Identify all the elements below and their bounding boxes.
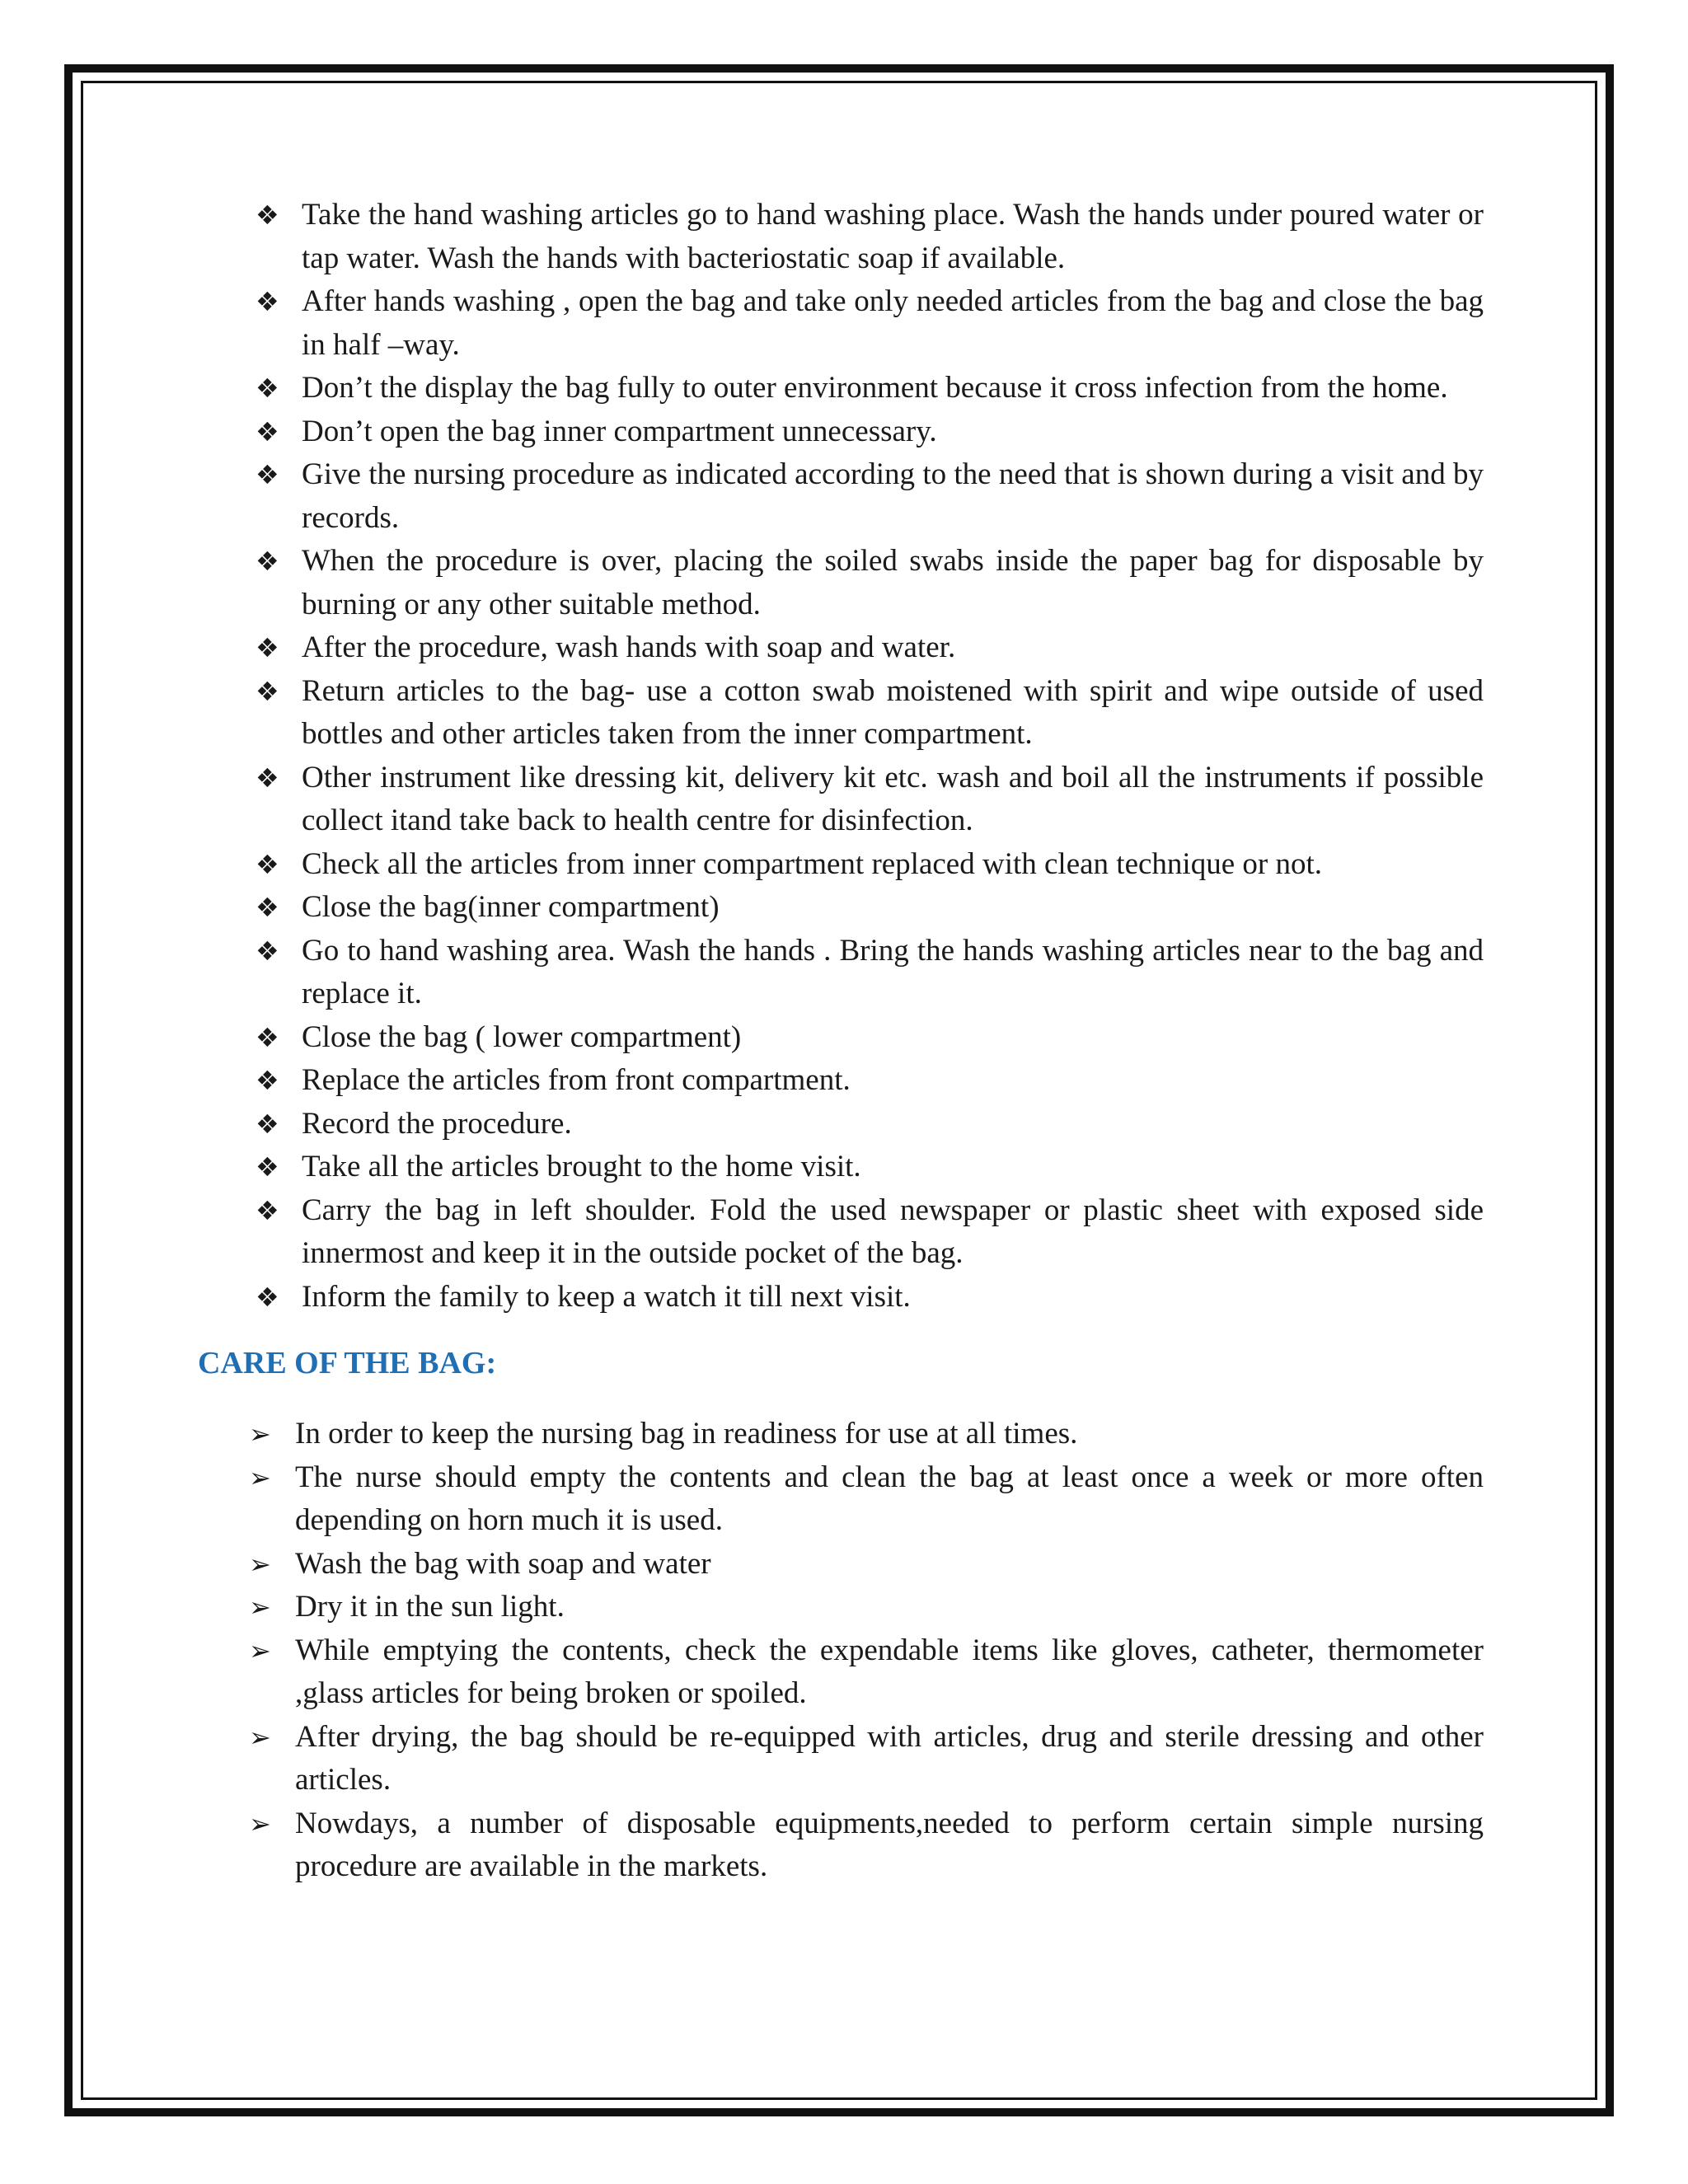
list-item-text: The nurse should empty the contents and clean the bag at least once a week or more often depending on horn much it is used. [295,1460,1484,1537]
list-item [249,1543,1484,1586]
list-item-text: After hands washing , open the bag and take only needed articles from the bag and close the bag in half –way. [302,284,1484,362]
arrowhead-bullet-icon: ➢ [249,1418,271,1450]
list-item-text: Check all the articles from inner compartment replaced with clean technique or not. [302,846,1322,881]
list-item [256,757,1484,843]
list-item-text: Close the bag ( lower compartment) [302,1019,742,1054]
list-item [256,1146,1484,1189]
list-item [256,280,1484,367]
arrowhead-bullet-icon: ➢ [249,1591,271,1623]
four-diamond-bullet-icon: ❖ [256,675,279,707]
list-item-text: Take all the articles brought to the home visit. [302,1150,861,1183]
arrowhead-bullet-icon: ➢ [249,1461,271,1493]
list-item-text: Close the bag(inner compartment) [302,890,720,924]
four-diamond-bullet-icon: ❖ [256,1108,279,1140]
list-item-text: Take the hand washing articles go to hand washing place. Wash the hands under poured water or tap water. Wash the hands with bacteriostatic soap if available. [302,198,1484,275]
list-item [256,1059,1484,1103]
care-of-bag-list [249,1413,1484,1889]
arrowhead-bullet-icon: ➢ [249,1721,271,1753]
four-diamond-bullet-icon: ❖ [256,199,279,231]
list-item [256,410,1484,454]
arrowhead-bullet-icon: ➢ [249,1807,271,1840]
list-item-text: Carry the bag in left shoulder. Fold the used newspaper or plastic sheet with exposed side innermost and keep it in the outside pocket of the bag. [302,1193,1484,1270]
four-diamond-bullet-icon: ❖ [256,632,279,663]
four-diamond-bullet-icon: ❖ [256,546,279,577]
list-item-text: Return articles to the bag- use a cotton swab moistened with spirit and wipe outside of used bottles and other articles taken from the inner compartment. [302,673,1484,751]
arrowhead-bullet-icon: ➢ [249,1634,271,1666]
list-item-text: Nowdays, a number of disposable equipments,needed to perform certain simple nursing procedure are available in the markets. [295,1806,1484,1883]
list-item [256,194,1484,280]
list-item [256,1276,1484,1319]
four-diamond-bullet-icon: ❖ [256,286,279,317]
list-item-text: Go to hand washing area. Wash the hands . Bring the hands washing articles near to the bag and replace it. [302,933,1484,1010]
list-item [256,843,1484,887]
arrowhead-bullet-icon: ➢ [249,1548,271,1580]
list-item [256,670,1484,757]
list-item [249,1413,1484,1456]
four-diamond-bullet-icon: ❖ [256,848,279,880]
four-diamond-bullet-icon: ❖ [256,415,279,448]
list-item-text: Wash the bag with soap and water [295,1546,711,1581]
list-item [256,1189,1484,1276]
list-item-text: Give the nursing procedure as indicated according to the need that is shown during a visit and by records. [302,457,1484,535]
list-item [256,930,1484,1016]
list-item [256,453,1484,540]
list-item-text: Other instrument like dressing kit, delivery kit etc. wash and boil all the instruments if possible collect itand take back to health centre for disinfection. [302,760,1484,837]
four-diamond-bullet-icon: ❖ [256,459,279,490]
four-diamond-bullet-icon: ❖ [256,1151,279,1183]
section-heading-care-of-bag: CARE OF THE BAG: [198,1346,497,1380]
list-item [256,626,1484,670]
document-content [198,194,1484,1889]
list-item [249,1716,1484,1802]
procedure-steps-list [256,194,1484,1319]
four-diamond-bullet-icon: ❖ [256,1194,279,1226]
four-diamond-bullet-icon: ❖ [256,1281,279,1313]
list-item-text: Inform the family to keep a watch it till next visit. [302,1279,911,1314]
list-item [256,367,1484,410]
list-item-text: Replace the articles from front compartment. [302,1063,851,1097]
list-item-text: Record the procedure. [302,1106,572,1141]
list-item-text: After drying, the bag should be re-equipped with articles, drug and sterile dressing and other articles. [295,1719,1484,1797]
list-item [249,1456,1484,1543]
list-item-text: Don’t open the bag inner compartment unnecessary. [302,414,937,448]
list-item-text: When the procedure is over, placing the soiled swabs inside the paper bag for disposable by burning or any other suitable method. [302,544,1484,621]
list-item [256,1016,1484,1060]
list-item [249,1629,1484,1716]
list-item-text: In order to keep the nursing bag in readiness for use at all times. [295,1417,1078,1451]
list-item-text: Dry it in the sun light. [295,1590,565,1624]
four-diamond-bullet-icon: ❖ [256,1065,279,1096]
list-item [249,1802,1484,1889]
list-item [249,1586,1484,1629]
list-item-text: While emptying the contents, check the expendable items like gloves, catheter, thermometer ,glass articles for being broken or spoiled. [295,1633,1484,1710]
list-item [256,540,1484,626]
list-item [256,1103,1484,1146]
list-item-text: After the procedure, wash hands with soap and water. [302,630,956,664]
four-diamond-bullet-icon: ❖ [256,762,279,794]
list-item-text: Don’t the display the bag fully to outer environment because it cross infection from the home. [302,371,1448,405]
list-item [256,886,1484,930]
four-diamond-bullet-icon: ❖ [256,373,279,404]
four-diamond-bullet-icon: ❖ [256,935,279,967]
four-diamond-bullet-icon: ❖ [256,892,279,923]
four-diamond-bullet-icon: ❖ [256,1021,279,1053]
